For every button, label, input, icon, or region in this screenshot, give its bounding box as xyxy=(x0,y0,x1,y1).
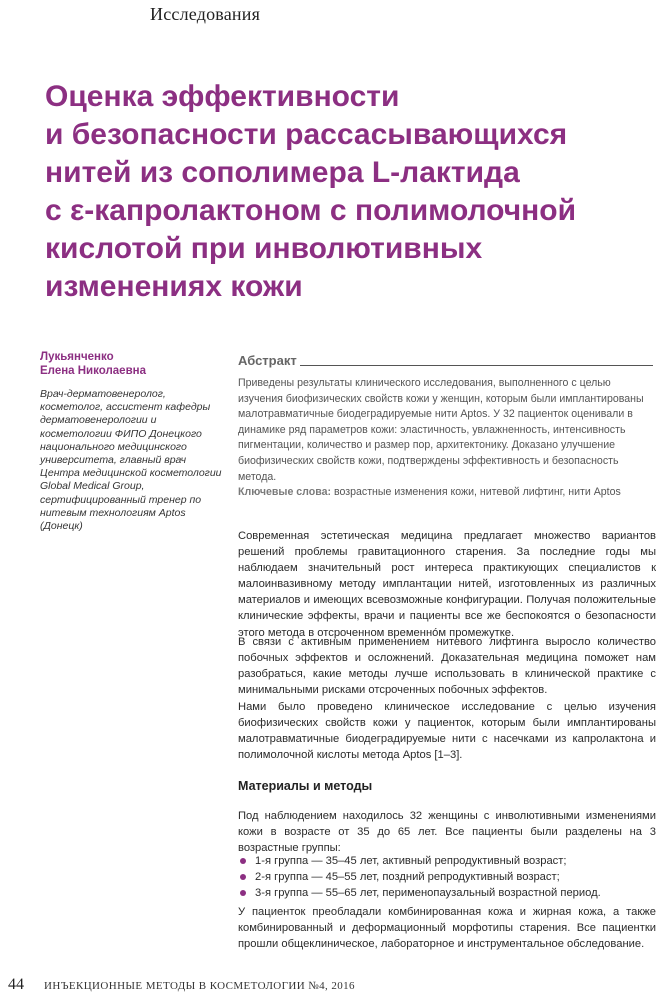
body-paragraph-4 xyxy=(238,808,656,856)
title-line: с ε-капролактоном с полимолочной xyxy=(45,194,577,227)
keywords-text: возрастные изменения кожи, нитевой лифтинг, нити Aptos xyxy=(333,486,621,498)
author-bio: Врач-дерматовенеролог, косметолог, ассистент кафедры дерматовенерологии и косметологии ФИПО Донецкого национального медицинского университета, главный врач Центра медицинской косметологии Global Medical Group, сертифицированный тренер по нитевым технологиям Aptos (Донецк) xyxy=(40,388,222,533)
list-item xyxy=(238,869,656,885)
paragraph-text: Современная эстетическая медицина предлагает множество вариантов решений проблемы гравитационного старения. За последние годы мы наблюдаем значительный рост интереса практикующих специалистов к малоинвазивному методу имплантации нитей, изготовленных из различных материалов и имеющих всевозможные конфигурации. Получая положительные клинические эффекты, врачи и пациенты все же беспокоятся о безопасности этого метода в отсроченном временнóм промежутке. xyxy=(238,530,656,639)
title-line: кислотой при инволютивных xyxy=(45,232,483,265)
paragraph-text: Под наблюдением находилось 32 женщины с инволютивными изменениями кожи в возрасте от 35 до 65 лет. Все пациенты были разделены на 3 возрастные группы: xyxy=(238,810,656,855)
paragraph-text: В связи с активным применением нитевого лифтинга выросло количество побочных эффектов и осложнений. Доказательная медицина поможет нам разобраться, какие методы лучше использовать в клинической практике с минимальными рисками отсроченных побочных эффектов. xyxy=(238,636,656,697)
abstract-heading xyxy=(238,352,653,368)
section-heading: Материалы и методы xyxy=(238,779,373,793)
title-line: Оценка эффективности xyxy=(45,80,400,113)
title-line: изменениях кожи xyxy=(45,270,303,303)
article-title xyxy=(45,78,645,306)
keywords xyxy=(238,485,658,500)
title-line: и безопасности рассасывающихся xyxy=(45,118,568,151)
bullet-icon xyxy=(240,858,246,864)
list-item xyxy=(238,853,656,869)
body-paragraph-3 xyxy=(238,699,656,763)
groups-list xyxy=(238,853,656,901)
keywords-label: Ключевые слова: xyxy=(238,486,332,498)
author-given-name: Елена Николаевна xyxy=(40,365,146,377)
journal-footer: ИНЪЕКЦИОННЫЕ МЕТОДЫ В КОСМЕТОЛОГИИ №4, 2016 xyxy=(44,980,355,992)
section-header: Исследования xyxy=(150,4,261,24)
body-paragraph-5 xyxy=(238,904,656,952)
paragraph-text: Нами было проведено клиническое исследование с целью изучения биофизических свойств кожи у пациенток, которым были имплантированы малотравматичные биодеградируемые нити с насечками из капролактона и полимолочной кислоты метода Aptos [1–3]. xyxy=(238,701,656,762)
list-item xyxy=(238,885,656,901)
page-number: 44 xyxy=(8,976,24,993)
paragraph-text: У пациенток преобладали комбинированная кожа и жирная кожа, а также комбинированный и деформационный морфотипы старения. Все пациентки прошли общеклиническое, лабораторное и инструментальное обследование. xyxy=(238,906,656,951)
abstract-divider xyxy=(300,365,653,366)
author-surname: Лукьянченко xyxy=(40,351,114,363)
body-paragraph-1 xyxy=(238,528,656,641)
bullet-icon xyxy=(240,890,246,896)
bullet-icon xyxy=(240,874,246,880)
abstract-label: Абстракт xyxy=(238,353,297,368)
title-line: нитей из сополимера L-лактида xyxy=(45,156,520,189)
body-paragraph-2 xyxy=(238,634,656,698)
list-item-text: 3-я группа — 55–65 лет, перименопаузальный возрастной период. xyxy=(255,887,601,900)
list-item-text: 1-я группа — 35–45 лет, активный репродуктивный возраст; xyxy=(255,855,567,867)
author-name xyxy=(40,350,215,378)
list-item-text: 2-я группа — 45–55 лет, поздний репродуктивный возраст; xyxy=(255,871,560,884)
abstract-text: Приведены результаты клинического исследования, выполненного с целью изучения биофизических свойств кожи у женщин, которым были имплантированы малотравматичные биодеградируемые нити Aptos. У 32 пациенток оценивали в динамике ряд параметров кожи: эластичность, увлажненность, интенсивность пигментации, количество и размер пор, архитектонику. Доказано улучшение биофизических свойств кожи, подтверждены эффективность и безопасность метода. xyxy=(238,377,644,483)
